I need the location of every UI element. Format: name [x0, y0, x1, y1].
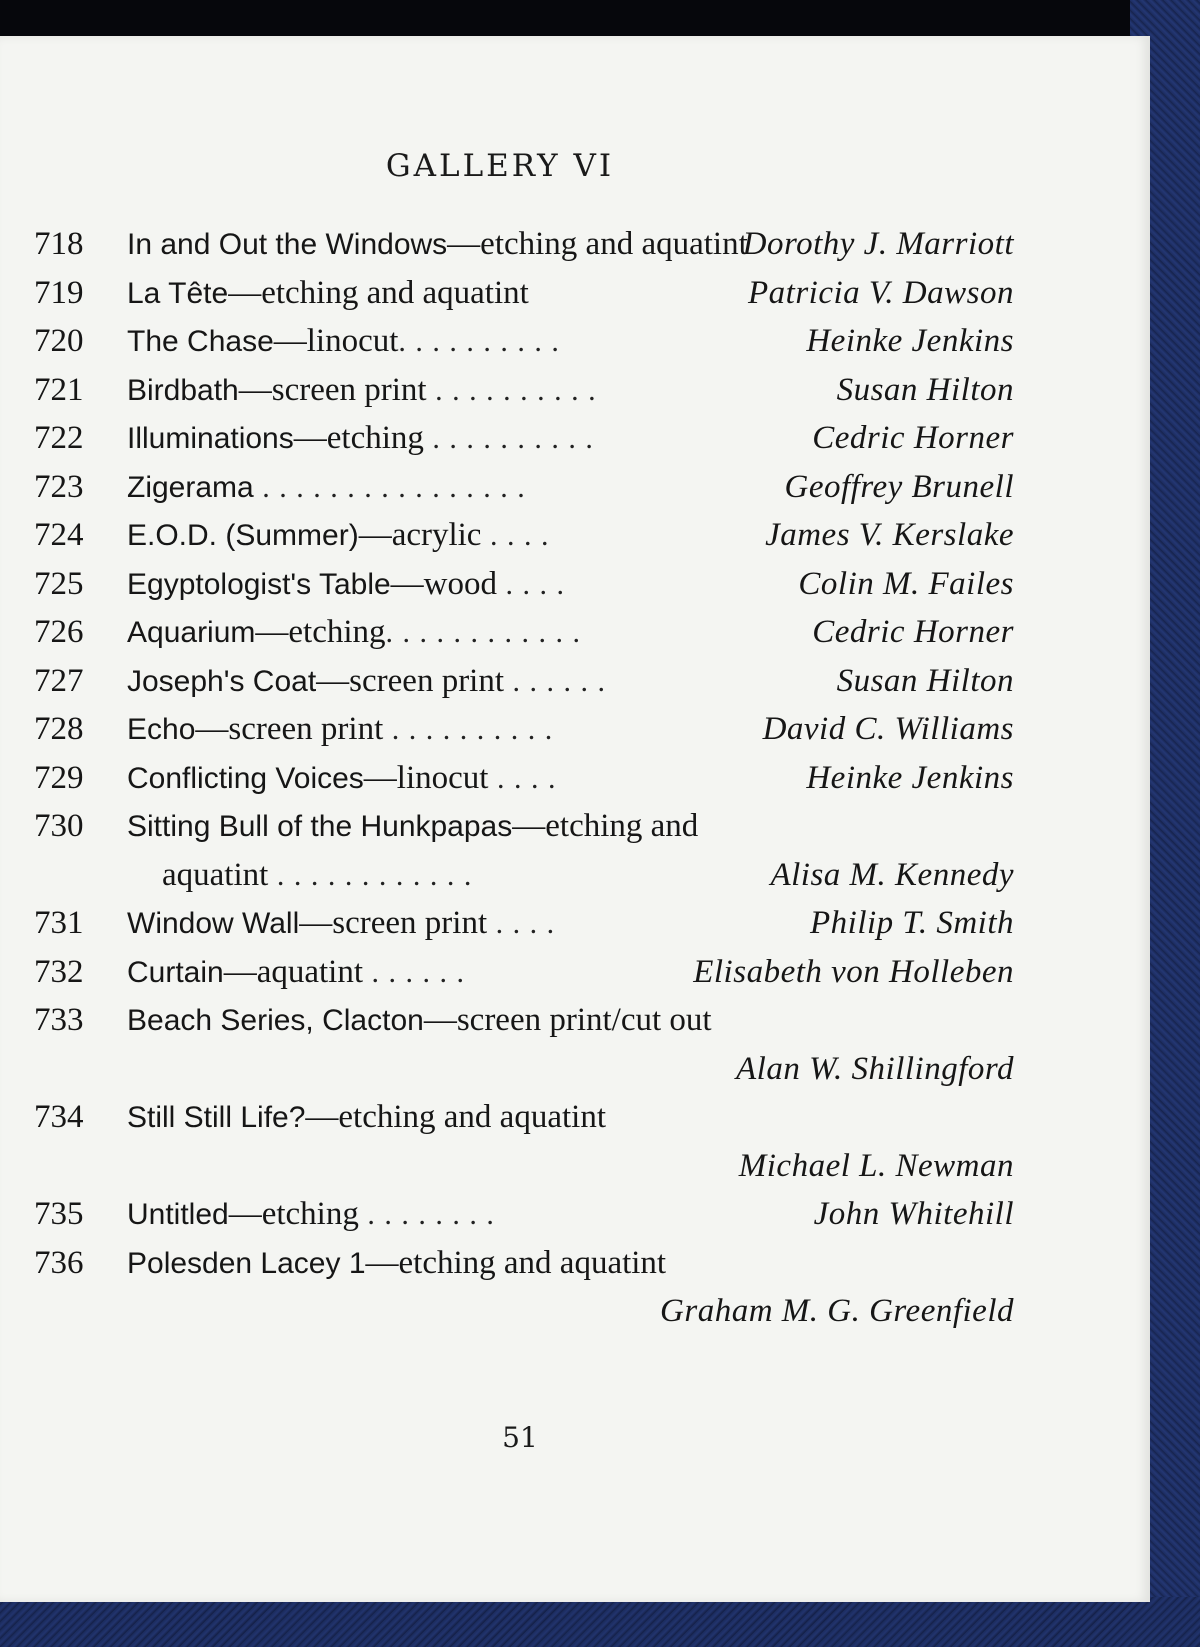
entry-title-line [127, 414, 594, 464]
work-title: Beach Series, Clacton [127, 1004, 424, 1037]
catalogue-entry [34, 851, 1014, 900]
work-medium: —acrylic [358, 517, 482, 553]
work-medium: —etching and aquatint [365, 1244, 667, 1281]
entry-title-line [127, 269, 529, 319]
work-medium: —screen print [316, 662, 505, 699]
work-title: The Chase [127, 325, 274, 358]
work-medium: aquatint [162, 856, 269, 893]
entry-number: 718 [34, 226, 84, 262]
work-title: Curtain [127, 955, 224, 989]
work-medium: —linocut [273, 323, 399, 359]
work-title: Untitled [127, 1198, 229, 1231]
entry-title-line [127, 754, 556, 804]
entry-number: 725 [34, 565, 84, 602]
work-title: E.O.D. (Summer) [127, 519, 359, 552]
work-medium: —wood [390, 565, 498, 602]
work-title: Echo [127, 713, 196, 746]
dot-leader: . . . . . . . . . . . . . . . . [253, 470, 526, 504]
catalogue-list [34, 220, 1014, 1336]
work-medium: —etching [255, 614, 386, 650]
entry-title-line [127, 1239, 666, 1289]
artist-name: Graham M. G. Greenfield [660, 1293, 1014, 1329]
entry-number: 719 [34, 274, 84, 311]
artist-name: Philip T. Smith [810, 905, 1014, 941]
artist-name: Alan W. Shillingford [736, 1050, 1014, 1087]
entry-number: 728 [34, 711, 84, 747]
work-title: Still Still Life? [127, 1101, 306, 1134]
work-medium: —etching and aquatint [447, 226, 748, 262]
entry-number: 733 [34, 1002, 84, 1038]
artist-name: Cedric Horner [812, 420, 1014, 456]
entry-number: 724 [34, 517, 84, 553]
page-number: 51 [502, 1421, 538, 1454]
artist-name: Cedric Horner [812, 614, 1014, 650]
catalogue-entry [34, 560, 1014, 609]
work-medium: —screen print [299, 905, 488, 941]
entry-title-line [127, 560, 565, 610]
entry-title-line [127, 948, 465, 998]
catalogue-entry [34, 366, 1014, 415]
work-medium: —etching and aquatint [228, 274, 529, 311]
artist-name: David C. Williams [762, 711, 1014, 747]
book-page [0, 36, 1150, 1602]
artist-name: Geoffrey Brunell [784, 468, 1014, 505]
catalogue-entry [34, 220, 1014, 269]
artist-name: John Whitehill [813, 1196, 1014, 1232]
dot-leader: . . . . [481, 519, 550, 552]
dot-leader: . . . . [488, 761, 557, 795]
entry-number: 732 [34, 953, 84, 990]
entry-title-line [127, 996, 712, 1046]
entry-number: 731 [34, 905, 84, 941]
entry-number: 729 [34, 759, 84, 796]
catalogue-entry [34, 1190, 1014, 1239]
catalogue-entry [34, 608, 1014, 657]
entry-title-line [127, 1093, 606, 1143]
work-medium: —linocut [363, 759, 489, 796]
catalogue-entry [34, 1239, 1014, 1288]
artist-name: Colin M. Failes [798, 565, 1014, 602]
work-title: Sitting Bull of the Hunkpapas [127, 810, 513, 843]
artist-name: Michael L. Newman [738, 1147, 1014, 1184]
dot-leader: . . . . . . . . . . . . [385, 616, 582, 649]
work-medium: —etching and aquatint [305, 1099, 606, 1135]
work-medium: —screen print [238, 371, 427, 408]
dot-leader: . . . . . . . . . . [426, 373, 597, 407]
catalogue-entry [34, 414, 1014, 463]
dot-leader: . . . . . . [504, 664, 607, 698]
catalogue-entry [34, 899, 1014, 948]
catalogue-entry [34, 317, 1014, 366]
work-title: La Tête [127, 276, 229, 310]
entry-number: 723 [34, 468, 84, 505]
catalogue-entry [34, 1045, 1014, 1094]
entry-number: 734 [34, 1099, 84, 1135]
entry-title-line [162, 851, 472, 901]
work-title: Polesden Lacey 1 [127, 1246, 366, 1280]
catalogue-entry [34, 269, 1014, 318]
work-title: Conflicting Voices [127, 761, 364, 795]
work-title: Window Wall [127, 907, 300, 940]
dot-leader: . . . . . . . . . . [398, 325, 560, 358]
catalogue-entry [34, 705, 1014, 754]
entry-title-line [127, 463, 526, 513]
dot-leader: . . . . . . . . . . [383, 713, 554, 746]
work-title: In and Out the Windows [127, 228, 448, 261]
entry-title-line [127, 608, 581, 658]
artist-name: Patricia V. Dawson [748, 274, 1014, 311]
catalogue-entry [34, 657, 1014, 706]
catalogue-entry [34, 463, 1014, 512]
catalogue-entry [34, 948, 1014, 997]
work-medium: —screen print [195, 711, 384, 747]
entry-number: 730 [34, 808, 84, 844]
entry-title-line [127, 220, 748, 270]
artist-name: Susan Hilton [836, 662, 1014, 699]
entry-number: 722 [34, 420, 84, 456]
book-cover-bottom [0, 1597, 1200, 1647]
entry-number: 727 [34, 662, 84, 699]
artist-name: James V. Kerslake [765, 517, 1014, 553]
catalogue-entry [34, 996, 1014, 1045]
entry-title-line [127, 317, 560, 367]
entry-title-line [127, 1190, 495, 1240]
dot-leader: . . . . . . . . . . [423, 422, 594, 455]
artist-name: Susan Hilton [836, 371, 1014, 408]
catalogue-entry [34, 511, 1014, 560]
entry-title-line [127, 657, 606, 707]
artist-name: Elisabeth von Holleben [693, 953, 1014, 990]
artist-name: Heinke Jenkins [806, 323, 1014, 359]
artist-name: Alisa M. Kennedy [770, 856, 1014, 893]
work-medium: —screen print/cut out [423, 1002, 712, 1038]
entry-number: 726 [34, 614, 84, 650]
work-title: Illuminations [127, 422, 294, 455]
dot-leader: . . . . . . . . . . . . [268, 858, 473, 892]
work-medium: —etching and [512, 808, 699, 844]
work-title: Aquarium [127, 616, 256, 649]
entry-title-line [127, 366, 597, 416]
catalogue-entry [34, 1093, 1014, 1142]
page-title: GALLERY VI [385, 148, 615, 184]
catalogue-entry [34, 1142, 1014, 1191]
dot-leader: . . . . . . . . [358, 1198, 495, 1231]
entry-number: 721 [34, 371, 84, 408]
catalogue-entry [34, 1287, 1014, 1336]
entry-number: 736 [34, 1244, 84, 1281]
work-title: Egyptologist's Table [127, 567, 391, 601]
dot-leader: . . . . [487, 907, 556, 940]
dot-leader: . . . . . . [363, 955, 466, 989]
catalogue-entry [34, 802, 1014, 851]
entry-title-line [127, 899, 555, 949]
catalogue-entry [34, 754, 1014, 803]
work-title: Zigerama [127, 470, 254, 504]
work-title: Joseph's Coat [127, 664, 317, 698]
entry-title-line [127, 802, 698, 852]
dot-leader: . . . . [497, 567, 566, 601]
entry-number: 735 [34, 1196, 84, 1232]
entry-title-line [127, 511, 549, 561]
entry-title-line [127, 705, 553, 755]
entry-number: 720 [34, 323, 84, 359]
artist-name: Heinke Jenkins [806, 759, 1014, 796]
artist-name: Dorothy J. Marriott [742, 226, 1014, 262]
work-medium: —etching [228, 1196, 359, 1232]
work-medium: —aquatint [223, 953, 364, 990]
work-title: Birdbath [127, 373, 239, 407]
work-medium: —etching [293, 420, 424, 456]
